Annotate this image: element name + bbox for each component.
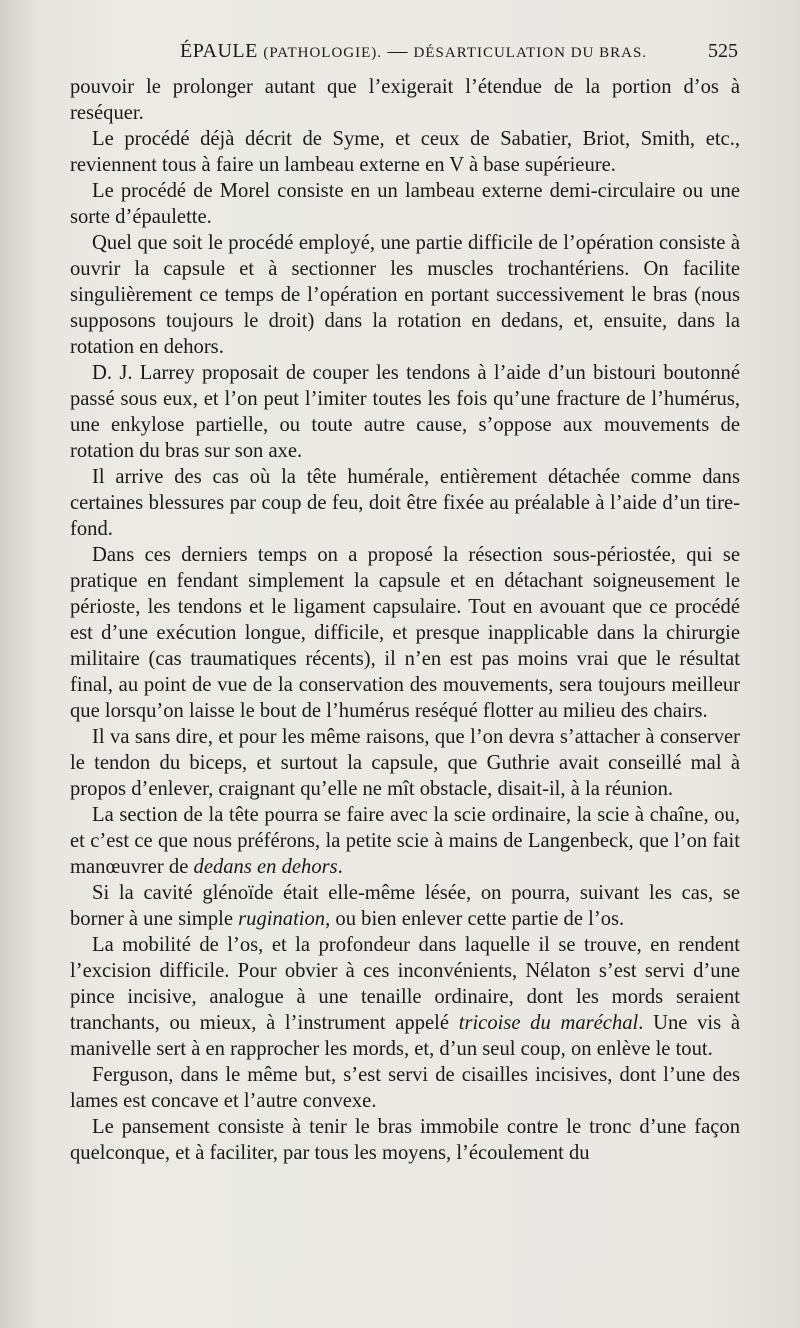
paragraph <box>70 932 740 1062</box>
text-run: Si la cavité glénoïde était elle-même lésée, on pourra, suivant les cas, se borner à une simple <box>70 882 740 930</box>
text-run: Il arrive des cas où la tête humérale, entièrement détachée comme dans certaines blessures par coup de feu, doit être fixée au préalable à l’aide d’un tire-fond. <box>70 466 740 540</box>
paragraph <box>70 880 740 932</box>
text-run: Le pansement consiste à tenir le bras immobile contre le tronc d’une façon quelconque, et à faciliter, par tous les moyens, l’écoulement du <box>70 1116 740 1164</box>
paragraph <box>70 178 740 230</box>
paragraph <box>70 724 740 802</box>
text-run: La mobilité de l’os, et la profondeur dans laquelle il se trouve, en rendent l’excision difficile. Pour obvier à ces inconvénients, Nélaton s’est servi d’une pince incisive, analogue à une tenaille ordinaire, dont les mords seraient tranchants, ou mieux, à l’instrument appelé <box>70 934 740 1034</box>
text-run: Dans ces derniers temps on a proposé la résection sous-périostée, qui se pratique en fendant simplement la capsule et en détachant soigneusement le périoste, les tendons et le ligament capsulaire. Tout en avouant que ce procédé est d’une exécution longue, difficile, et presque inapplicable dans la chirurgie militaire (cas traumatiques récents), il n’en est pas moins vrai que le résultat final, au point de vue de la conservation des mouvements, sera toujours meilleur que lorsqu’on laisse le bout de l’humérus reséqué flotter au milieu des chairs. <box>70 544 740 722</box>
paragraph <box>70 74 740 126</box>
title-paren: (PATHOLOGIE). <box>263 45 383 61</box>
text-run: Ferguson, dans le même but, s’est servi de cisailles incisives, dont l’une des lames est concave et l’autre convexe. <box>70 1064 740 1112</box>
paragraph <box>70 1062 740 1114</box>
paragraph <box>70 230 740 360</box>
title-sub: DÉSARTICULATION DU BRAS. <box>413 45 648 61</box>
running-title <box>180 40 647 63</box>
text-run: La section de la tête pourra se faire avec la scie ordinaire, la scie à chaîne, ou, et c’est ce que nous préférons, la petite scie à mains de Langenbeck, que l’on fait manœuvrer de <box>70 804 740 878</box>
text-run: Le procédé déjà décrit de Syme, et ceux de Sabatier, Briot, Smith, etc., reviennent tous à faire un lambeau externe en V à base supérieure. <box>70 128 740 176</box>
text-run: D. J. Larrey proposait de couper les tendons à l’aide d’un bistouri boutonné passé sous eux, et l’on peut l’imiter toutes les fois qu’une fracture de l’humérus, une enkylose partielle, ou toute autre cause, s’oppose aux mouvements de rotation du bras sur son axe. <box>70 362 740 462</box>
text-run: pouvoir le prolonger autant que l’exigerait l’étendue de la portion d’os à reséquer. <box>70 76 740 124</box>
paragraph <box>70 802 740 880</box>
paragraph <box>70 464 740 542</box>
paragraph <box>70 1114 740 1166</box>
text-run: , ou bien enlever cette partie de l’os. <box>325 908 625 930</box>
text-run: . Une vis à manivelle sert à en rapprocher les mords, et, d’un seul coup, on enlève le tout. <box>70 1012 740 1060</box>
italic-text: rugination <box>238 908 326 930</box>
text-run: Il va sans dire, et pour les même raisons, que l’on devra s’attacher à conserver le tendon du biceps, et surtout la capsule, que Guthrie avait conseillé mal à propos d’enlever, craignant qu’elle ne mît obstacle, disait-il, à la réunion. <box>70 726 740 800</box>
text-run: Quel que soit le procédé employé, une partie difficile de l’opération consiste à ouvrir la capsule et à sectionner les muscles trochantériens. On facilite singulièrement ce temps de l’opération en portant successivement le bras (nous supposons toujours le droit) dans la rotation en dedans, et, ensuite, dans la rotation en dehors. <box>70 232 740 358</box>
italic-text: dedans en dehors <box>193 856 338 878</box>
paragraph <box>70 126 740 178</box>
paragraph <box>70 542 740 724</box>
page-number: 525 <box>708 40 738 62</box>
text-run: . <box>337 856 343 878</box>
paragraph <box>70 360 740 464</box>
running-header <box>70 40 740 70</box>
body-text <box>70 74 740 1166</box>
title-dash: — <box>387 40 409 62</box>
text-run: Le procédé de Morel consiste en un lambeau externe demi-circulaire ou une sorte d’épaulette. <box>70 180 740 228</box>
title-main: ÉPAULE <box>180 40 258 62</box>
italic-text: tricoise du maréchal <box>458 1012 639 1034</box>
